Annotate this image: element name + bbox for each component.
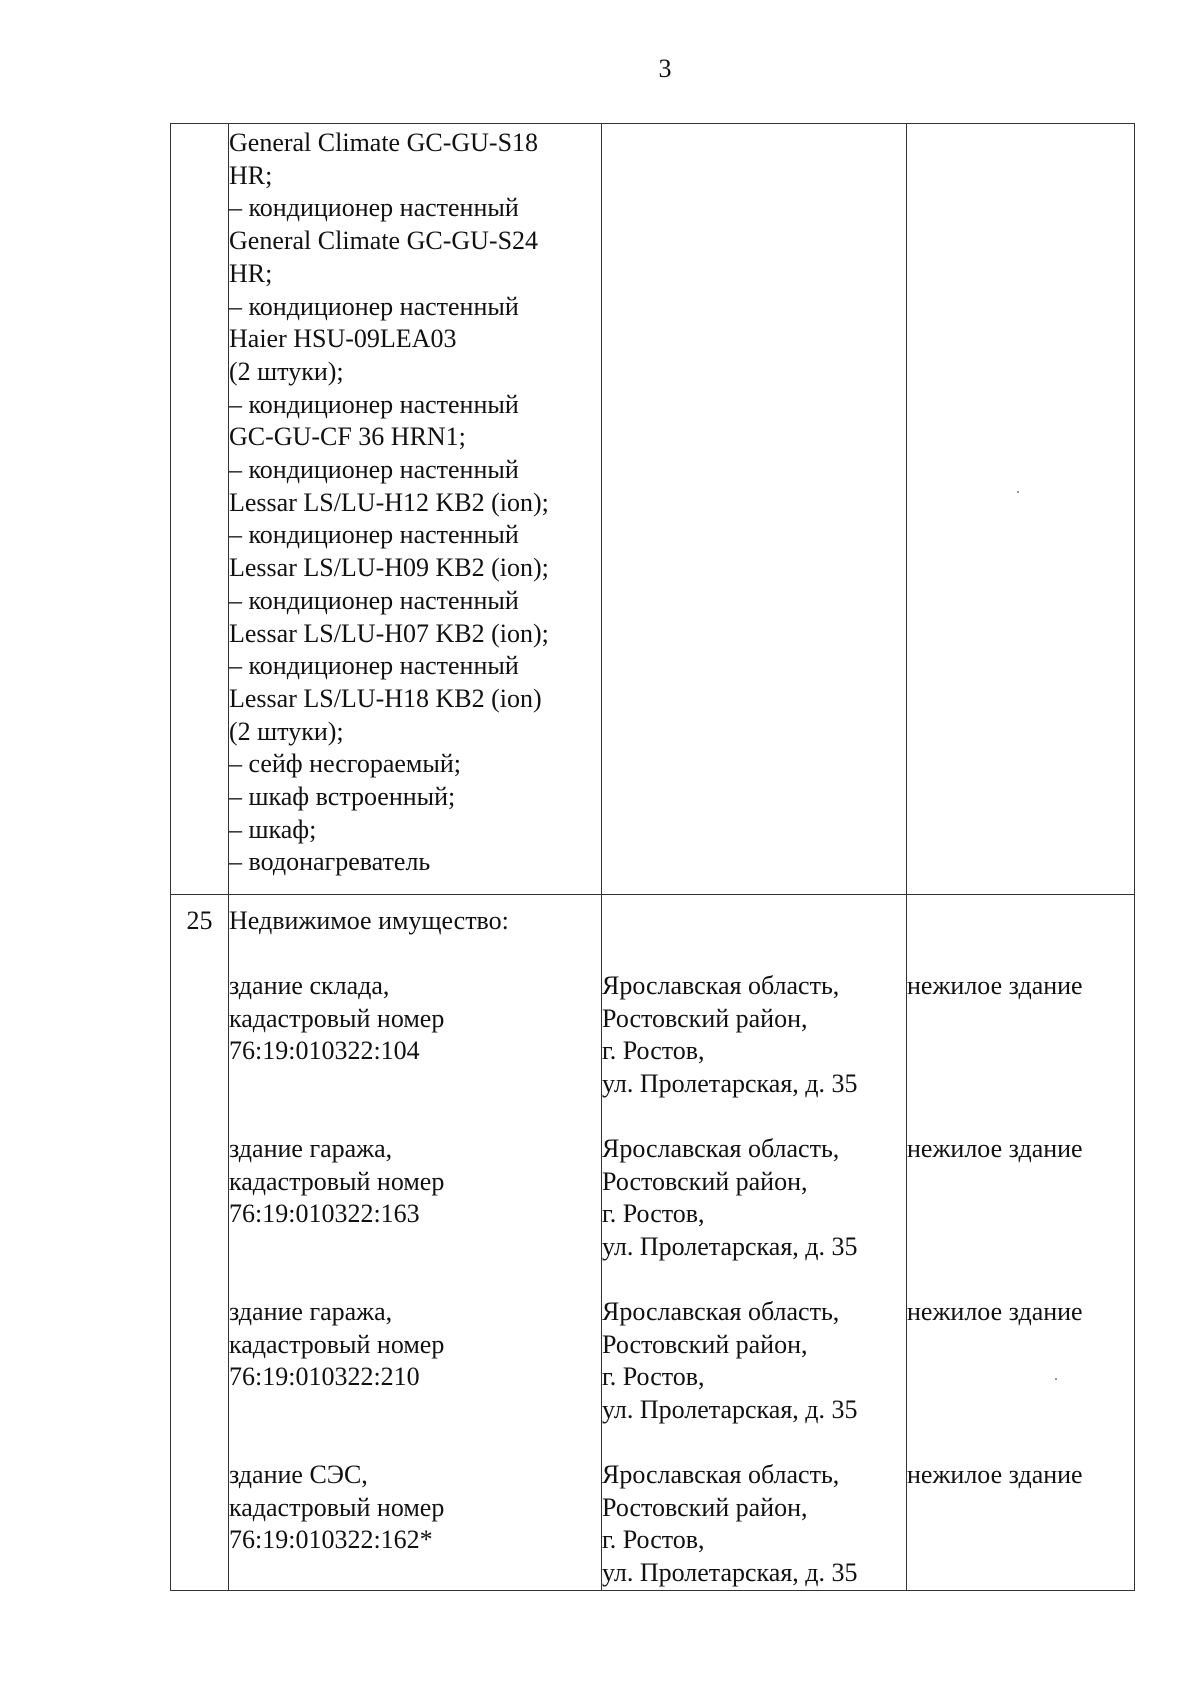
property-entry-name [229, 970, 601, 1133]
equipment-line: – шкаф встроенный; [229, 782, 456, 812]
purpose-text: нежилое здание [907, 1134, 1083, 1163]
property-entry-purpose [907, 970, 1134, 1133]
address-line: Ростовский район, [602, 1492, 808, 1522]
equipment-line: – сейф несгораемый; [229, 749, 461, 779]
property-entry-purpose [907, 1459, 1134, 1590]
address-line: г. Ростов, [602, 1036, 705, 1066]
address-cell [602, 124, 907, 895]
equipment-line: (2 штуки); [229, 716, 344, 746]
property-entry-address [602, 1296, 906, 1459]
equipment-line: General Climate GC-GU-S18 [229, 128, 539, 157]
section-heading-text: Недвижимое имущество: [229, 906, 509, 935]
equipment-line: Lessar LS/LU-H18 KB2 (ion) [229, 683, 542, 713]
heading-spacer [602, 905, 906, 970]
equipment-line: – шкаф; [229, 814, 317, 844]
property-name-line: кадастровый номер [229, 1492, 445, 1522]
equipment-line: – кондиционер настенный [229, 520, 519, 550]
cadastral-number: 76:19:010322:210 [229, 1362, 420, 1392]
property-name-line: кадастровый номер [229, 1329, 445, 1359]
purpose-cell [907, 124, 1135, 895]
equipment-line: GC-GU-CF 36 HRN1; [229, 422, 466, 452]
property-entry-purpose [907, 1296, 1134, 1459]
property-name-line: здание СЭС, [229, 1460, 368, 1489]
equipment-line: – кондиционер настенный [229, 455, 519, 485]
address-line: ул. Пролетарская, д. 35 [602, 1395, 858, 1425]
cadastral-number: 76:19:010322:104 [229, 1036, 420, 1066]
equipment-line: (2 штуки); [229, 356, 344, 386]
property-name-line: здание склада, [229, 971, 390, 1000]
address-cell [602, 895, 907, 1591]
row-number-cell [171, 895, 229, 1591]
property-entry-address [602, 1459, 906, 1590]
purpose-text: нежилое здание [907, 1460, 1083, 1489]
property-name-line: кадастровый номер [229, 1003, 445, 1033]
purpose-text: нежилое здание [907, 1297, 1083, 1326]
section-heading [229, 905, 601, 970]
address-line: Ярославская область, [602, 1297, 840, 1326]
property-name-line: кадастровый номер [229, 1166, 445, 1196]
address-line: Ярославская область, [602, 1460, 840, 1489]
equipment-line: Lessar LS/LU-H07 KB2 (ion); [229, 618, 549, 648]
equipment-line: – кондиционер настенный [229, 651, 519, 681]
property-entry-name [229, 1133, 601, 1296]
scan-speck [1055, 1378, 1057, 1380]
purpose-cell [907, 895, 1135, 1591]
property-entry-purpose [907, 1133, 1134, 1296]
address-line: г. Ростов, [602, 1199, 705, 1229]
page-number: 3 [658, 54, 672, 83]
address-line: г. Ростов, [602, 1525, 705, 1555]
address-line: Ростовский район, [602, 1166, 808, 1196]
property-entry-address [602, 970, 906, 1133]
equipment-line: – кондиционер настенный [229, 389, 519, 419]
row-number-cell [171, 124, 229, 895]
scan-speck [1017, 491, 1019, 493]
equipment-line: – кондиционер настенный [229, 585, 519, 615]
address-line: Ярославская область, [602, 1134, 840, 1163]
purpose-text: нежилое здание [907, 971, 1083, 1000]
address-line: Ярославская область, [602, 971, 840, 1000]
property-table [170, 123, 1135, 1591]
address-line: г. Ростов, [602, 1362, 705, 1392]
equipment-line: General Climate GC-GU-S24 [229, 226, 539, 256]
table-row-24-continued [171, 124, 1135, 895]
property-name-line: здание гаража, [229, 1297, 393, 1326]
row-number: 25 [186, 906, 213, 935]
table-row-25 [171, 895, 1135, 1591]
equipment-line: – кондиционер настенный [229, 291, 519, 321]
property-name-cell [229, 895, 602, 1591]
address-line: ул. Пролетарская, д. 35 [602, 1558, 858, 1588]
equipment-line: Lessar LS/LU-H09 KB2 (ion); [229, 553, 549, 583]
address-line: ул. Пролетарская, д. 35 [602, 1069, 858, 1099]
equipment-line: Lessar LS/LU-H12 KB2 (ion); [229, 487, 549, 517]
property-entry-address [602, 1133, 906, 1296]
address-line: Ростовский район, [602, 1329, 808, 1359]
address-line: ул. Пролетарская, д. 35 [602, 1232, 858, 1262]
cadastral-number: 76:19:010322:162* [229, 1525, 433, 1555]
heading-spacer [907, 905, 1134, 970]
equipment-line: HR; [229, 160, 273, 190]
property-entry-name [229, 1459, 601, 1590]
equipment-line: Haier HSU-09LEA03 [229, 324, 457, 354]
equipment-line: – водонагреватель [229, 847, 431, 877]
equipment-line: – кондиционер настенный [229, 193, 519, 223]
address-line: Ростовский район, [602, 1003, 808, 1033]
equipment-line: HR; [229, 258, 273, 288]
property-name-line: здание гаража, [229, 1134, 393, 1163]
cadastral-number: 76:19:010322:163 [229, 1199, 420, 1229]
property-entry-name [229, 1296, 601, 1459]
equipment-list-cell [229, 124, 602, 895]
